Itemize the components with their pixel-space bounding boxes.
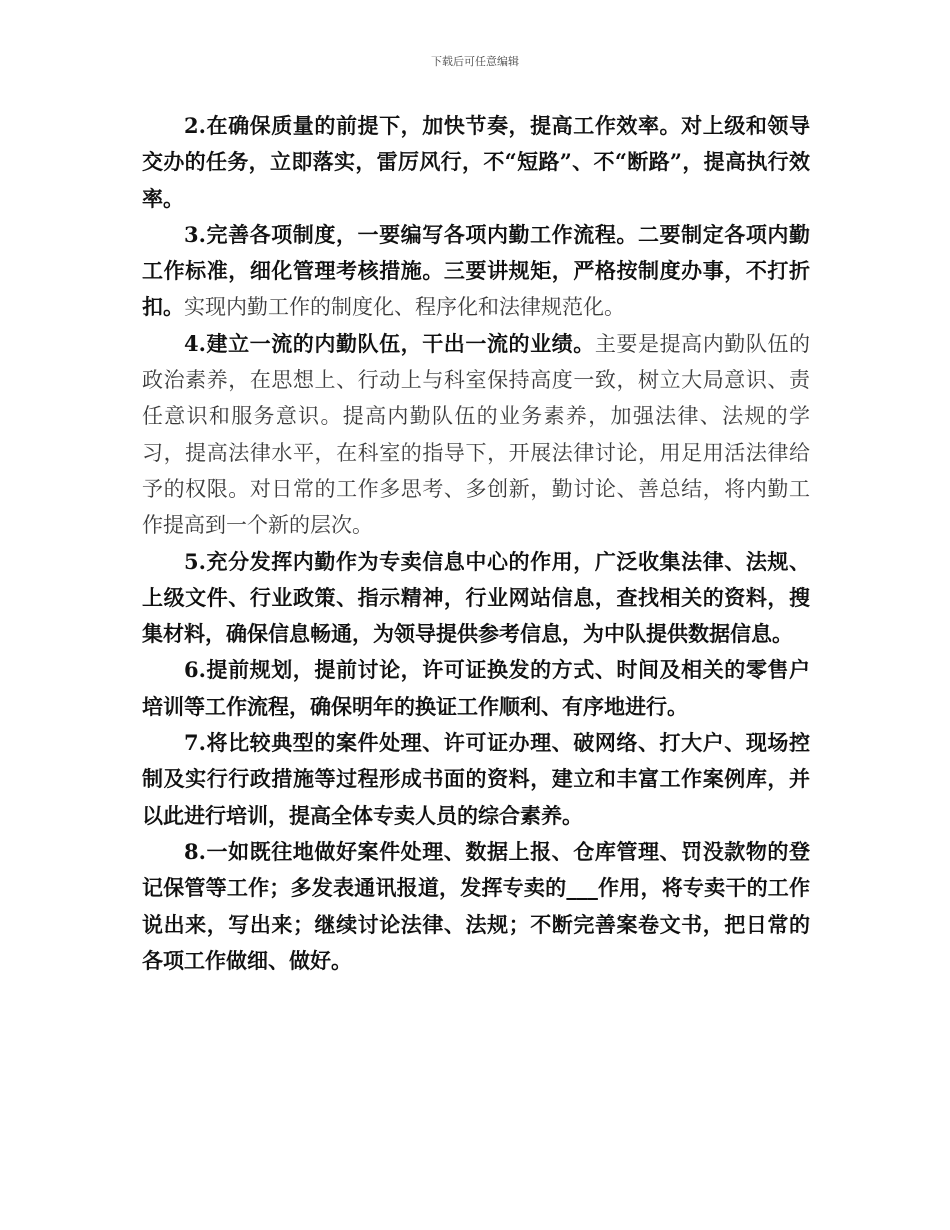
paragraph-bold-text: 4.建立一流的内勤队伍，干出一流的业绩。 (184, 330, 595, 356)
page-header: 下载后可任意编辑 (431, 55, 519, 68)
paragraph-bold-text: 5.充分发挥内勤作为专卖信息中心的作用，广泛收集法律、法规、上级文件、行业政策、指示精神，行业网站信息，查找相关的资料，搜集材料，确保信息畅通，为领导提供参考信息，为中队提供数据信息。 (142, 548, 810, 647)
paragraph-bold-text: 7.将比较典型的案件处理、许可证办理、破网络、打大户、现场控制及实行行政措施等过程形成书面的资料，建立和丰富工作案例库，并以此进行培训，提高全体专卖人员的综合素养。 (142, 730, 810, 828)
paragraph-bold-text: 6.提前规划，提前讨论，许可证换发的方式、时间及相关的零售户培训等工作流程，确保明年的换证工作顺利、有序地进行。 (142, 657, 810, 719)
paragraph-normal-text: 主要是提高内勤队伍的政治素养，在思想上、行动上与科室保持高度一致，树立大局意识、责任意识和服务意识。提高内勤队伍的业务素养，加强法律、法规的学习，提高法律水平，在科室的指导下，开展法律讨论，用足用活法律给予的权限。对日常的工作多思考、多创新，勤讨论、善总结，将内勤工作提高到一个新的层次。 (142, 331, 811, 538)
paragraph-7 (142, 725, 810, 834)
paragraph-bold-text: 2.在确保质量的前提下，加快节奏，提高工作效率。对上级和领导交办的任务，立即落实，雷厉风行，不“短路”、不“断路”，提高执行效率。 (142, 113, 810, 211)
paragraph-2 (142, 108, 810, 217)
paragraph-4 (142, 326, 810, 544)
paragraph-bold-text: 3.完善各项制度，一要编写各项内勤工作流程。二要制定各项内勤工作标准，细化管理考核措施。三要讲规矩，严格按制度办事，不打折扣。 (142, 221, 810, 320)
paragraph-6 (142, 652, 810, 725)
paragraph-normal-text: 实现内勤工作的制度化、程序化和法律规范化。 (184, 295, 625, 320)
document-body (142, 108, 810, 979)
paragraph-3 (142, 217, 810, 326)
paragraph-bold-text: 8.一如既往地做好案件处理、数据上报、仓库管理、罚没款物的登记保管等工作；多发表通讯报道，发挥专卖的___作用，将专卖干的工作说出来，写出来；继续讨论法律、法规；不断完善案卷文书，把日常的各项工作做细、做好。 (142, 838, 810, 973)
paragraph-8 (142, 834, 810, 979)
paragraph-5 (142, 544, 810, 653)
